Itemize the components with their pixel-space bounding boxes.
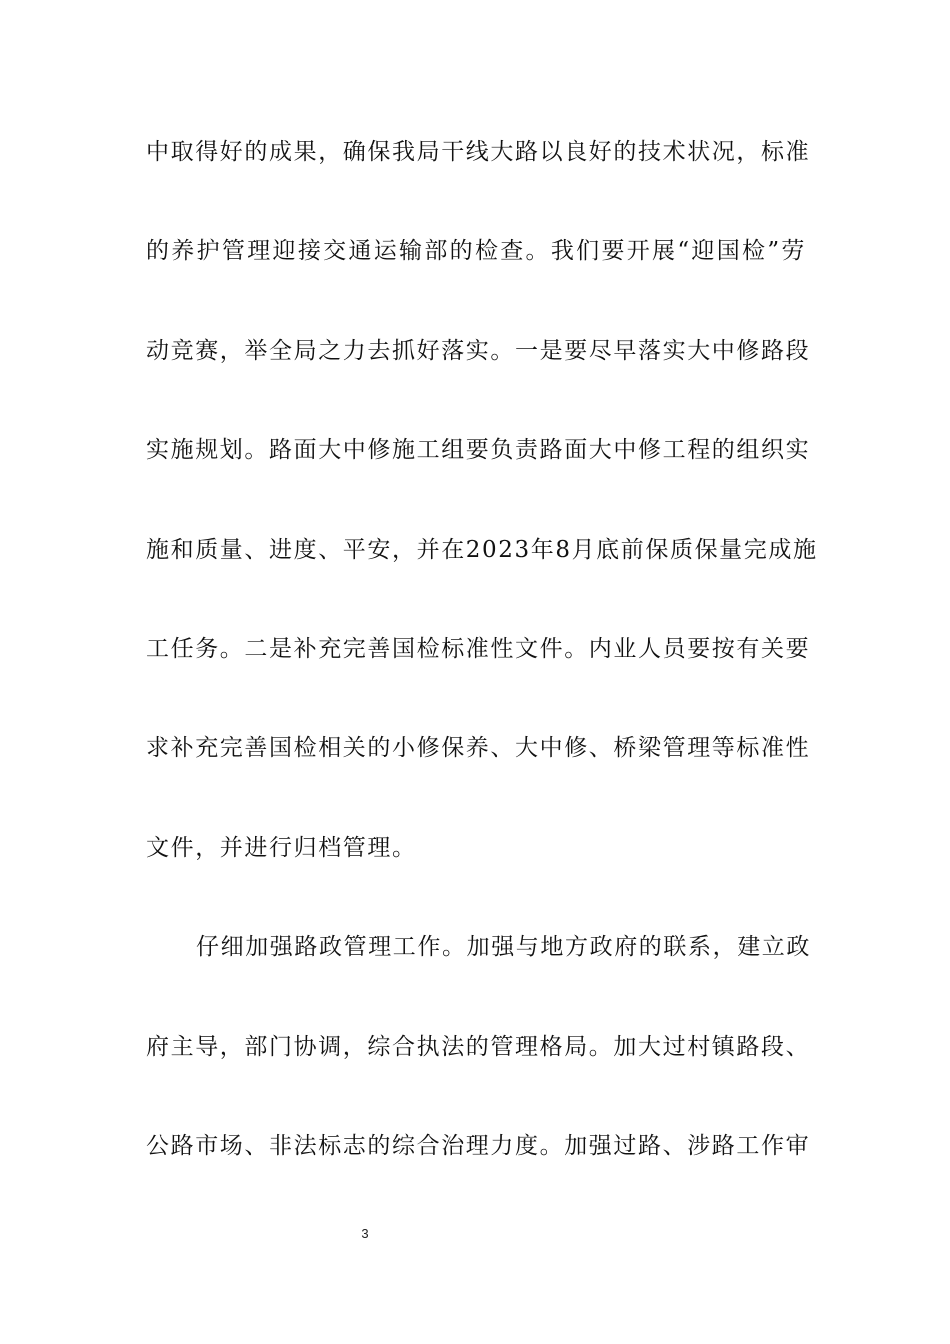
body-text-line: 实施规划。路面大中修施工组要负责路面大中修工程的组织实 (146, 437, 811, 463)
paragraph-first-line: 仔细加强路政管理工作。加强与地方政府的联系，建立政 (196, 934, 811, 960)
body-text-line: 施和质量、进度、平安，并在2023年8月底前保质保量完成施 (146, 537, 818, 563)
body-text-line: 求补充完善国检相关的小修保养、大中修、桥梁管理等标准性 (146, 735, 811, 761)
body-text-line: 动竞赛，举全局之力去抓好落实。一是要尽早落实大中修路段 (146, 338, 811, 364)
body-text-line: 府主导，部门协调，综合执法的管理格局。加大过村镇路段、 (146, 1034, 811, 1060)
body-text-line: 的养护管理迎接交通运输部的检查。我们要开展“迎国检”劳 (146, 238, 806, 264)
body-text-line: 中取得好的成果，确保我局干线大路以良好的技术状况，标准 (146, 139, 811, 165)
page-number: 3 (361, 1226, 369, 1241)
body-text-line: 工任务。二是补充完善国检标准性文件。内业人员要按有关要 (146, 636, 811, 662)
body-text-line: 公路市场、非法标志的综合治理力度。加强过路、涉路工作审 (146, 1133, 811, 1159)
body-text-line: 文件，并进行归档管理。 (146, 835, 417, 861)
